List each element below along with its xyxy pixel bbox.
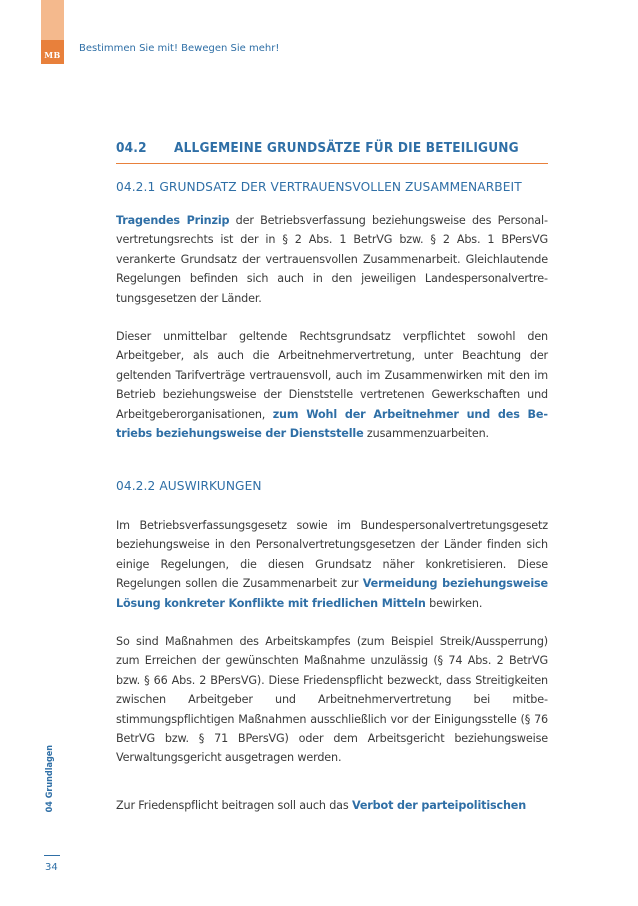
paragraph-2-bold: zum Wohl der Arbeitnehmer und des Betriebs beziehungsweise der Dienststelle xyxy=(116,407,548,441)
paragraph-3-bold: Vermeidung beziehungsweise Lösung konkreter Konflikte mit friedlichen Mitteln xyxy=(116,577,548,610)
section-title: ALLGEMEINE GRUNDSÄTZE FÜR DIE BETEILIGUNG xyxy=(174,140,519,156)
page-number-rule xyxy=(44,855,60,856)
paragraph-2 xyxy=(116,327,548,443)
paragraph-4: So sind Maßnahmen des Arbeitskampfes (zum Beispiel Streik/Aussperrung) zum Erreichen der gewünschten Maßnahme unzulässig (§ 74 Abs. 2 BetrVG bzw. § 66 Abs. 2 BPersVG). Diese Friedenspflicht bezweckt, dass Streitigkeiten zwischen Arbeitgeber und Arbeitnehmervertretung bei mitbestimmungspflichtigen Maßnahmen ausschließlich vor der Einigungsstelle (§ 76 BetrVG bzw. § 71 BPersVG) oder dem Arbeitsgericht beziehungsweise Verwaltungsgericht ausgetragen werden. xyxy=(116,635,548,765)
header-title: Bestimmen Sie mit! Bewegen Sie mehr! xyxy=(79,43,280,54)
chapter-label: 04 Grundlagen xyxy=(45,745,55,813)
header-tab-strip xyxy=(41,0,64,40)
paragraph-1 xyxy=(116,211,548,308)
paragraph-5-bold: Verbot der parteipolitischen xyxy=(351,799,527,812)
subsection-heading-1: 04.2.1 GRUNDSATZ DER VERTRAUENSVOLLEN ZUSAMMENARBEIT xyxy=(116,180,522,194)
paragraph-3-end: bewirken. xyxy=(425,596,483,610)
paragraph-2-text: Dieser unmittelbar geltende Rechtsgrundsatz verpflichtet sowohl den Arbeitgeber, als auch die Arbeitnehmervertretung, unter Beachtung der geltenden Tarifverträge vertrauensvoll, auch im Zusammenwirken mit den im Betrieb beziehungsweise der Dienststelle vertretenen Gewerkschaften und Arbeitgeberorganisationen, xyxy=(116,330,548,421)
paragraph-3 xyxy=(116,516,548,613)
page-number: 34 xyxy=(45,862,58,873)
paragraph-1-text: der Betriebsverfassung beziehungsweise des Personalvertretungsrechts ist der in § 2 Abs. 1 BetrVG bzw. § 2 Abs. 1 BPersVG verankerte Grundsatz der vertrauensvollen Zusammenarbeit. Gleichlautende Regelungen befinden sich auch in den jeweiligen Landespersonalvertretungsgesetzen der Länder. xyxy=(116,214,549,305)
section-number: 04.2 xyxy=(116,140,147,156)
paragraph-2-end: zusammenzuarbeiten. xyxy=(363,427,489,441)
paragraph-5 xyxy=(116,796,548,815)
paragraph-3-text: Im Betriebsverfassungsgesetz sowie im Bundespersonalvertretungsgesetz beziehungsweise in den Personalvertretungsgesetzen der Länder finden sich einige Regelungen, die diesen Grundsatz näher konkretisieren. Diese Regelungen sollen die Zusammenarbeit zur xyxy=(116,519,548,591)
header-badge-text: MB xyxy=(44,50,61,60)
header-badge xyxy=(41,40,64,64)
paragraph-1-bold: Tragendes Prinzip xyxy=(116,214,230,227)
subsection-heading-2: 04.2.2 AUSWIRKUNGEN xyxy=(116,479,262,493)
section-heading xyxy=(116,140,548,164)
paragraph-5-text: Zur Friedenspflicht beitragen soll auch das xyxy=(116,799,352,812)
